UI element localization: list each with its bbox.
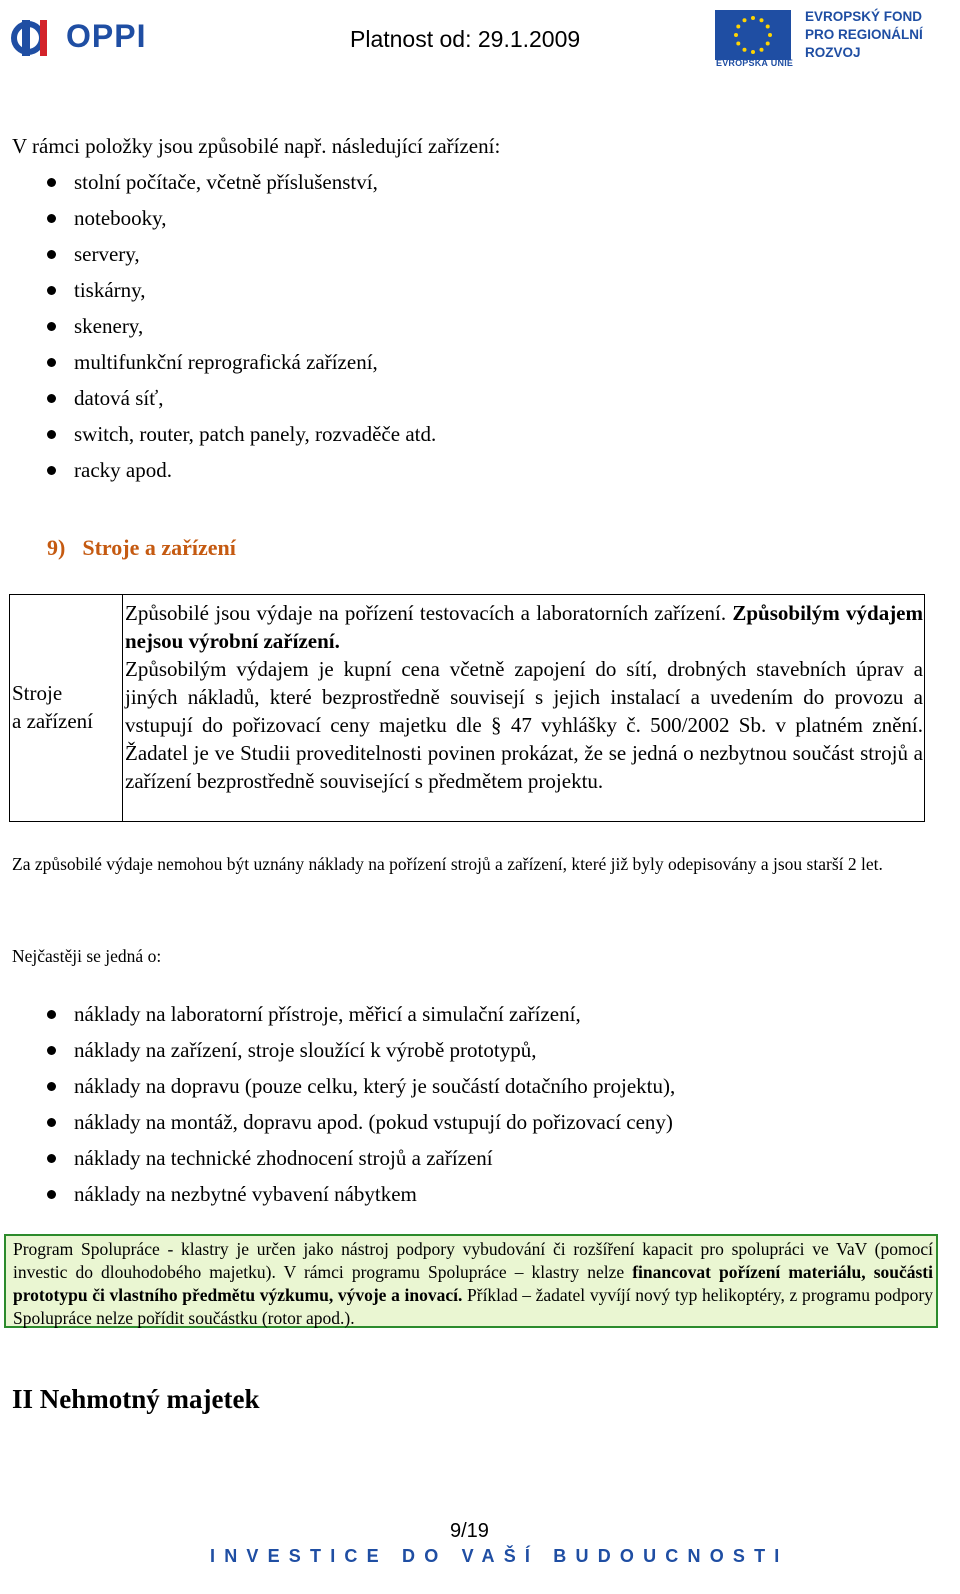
program-note-part: Program Spolupráce - klastry je určen jako nástroj podpory vybudování či rozšíření kapacit pro spolupráci ve VaV (pomocí investic do dlouhodobého majetku). V rámci programu Spolupráce – klastry nelze: [13, 1239, 933, 1282]
table-label-line: Stroje: [12, 681, 63, 705]
list-item: skenery,: [0, 308, 436, 344]
program-note-box: [4, 1234, 938, 1328]
list-item: náklady na technické zhodnocení strojů a zařízení: [0, 1140, 675, 1176]
eu-flag-icon: [715, 10, 791, 60]
most-common-intro: Nejčastěji se jedná o:: [12, 946, 162, 966]
list-item: switch, router, patch panely, rozvaděče atd.: [0, 416, 436, 452]
table-paragraph: Způsobilým výdajem je kupní cena včetně zapojení do sítí, drobných stavebních úprav a jiných nákladů, které bezprostředně souvisejí s jejich instalací a uvedením do provozu a vstupují do pořizovací ceny majetku dle § 47 vyhlášky č. 500/2002 Sb. v platném znění. Žadatel je ve Studii proveditelnosti povinen prokázat, že se jedná o nezbytnou součást strojů a zařízení bezprostředně související s předmětem projektu.: [125, 657, 923, 793]
list-item: náklady na zařízení, stroje sloužící k výrobě prototypů,: [0, 1032, 675, 1068]
eu-union-label: EVROPSKÁ UNIE: [716, 58, 794, 68]
table-paragraph: [125, 599, 923, 655]
list-item: náklady na dopravu (pouze celku, který je součástí dotačního projektu),: [0, 1068, 675, 1104]
list-item: náklady na montáž, dopravu apod. (pokud vstupují do pořizovací ceny): [0, 1104, 675, 1140]
eligible-devices-list: [0, 164, 436, 488]
table-label-line: a zařízení: [12, 709, 94, 733]
oppi-logo: [10, 14, 150, 58]
eu-fund-line: EVROPSKÝ FOND: [805, 9, 923, 24]
list-item: tiskárny,: [0, 272, 436, 308]
table-text: Způsobilé jsou výdaje na pořízení testovacích a laboratorních zařízení.: [125, 601, 727, 625]
intro-text: V rámci položky jsou způsobilé např. následující zařízení:: [12, 134, 501, 158]
table-column-divider: [122, 595, 123, 821]
table-bold-text: Způsobilým výdajem nejsou výrobní zařízení.: [125, 601, 923, 653]
eu-fund-line: PRO REGIONÁLNÍ: [805, 27, 923, 42]
section-number: 9): [47, 535, 66, 560]
eu-fund-line: ROZVOJ: [805, 45, 861, 60]
list-item: náklady na laboratorní přístroje, měřicí a simulační zařízení,: [0, 996, 675, 1032]
footer-slogan: INVESTICE DO VAŠÍ BUDOUCNOSTI: [210, 1546, 789, 1566]
section-title-intangible: II Nehmotný majetek: [12, 1384, 260, 1414]
list-item: racky apod.: [0, 452, 436, 488]
table-label-cell: [12, 679, 93, 735]
list-item: multifunkční reprografická zařízení,: [0, 344, 436, 380]
definition-table: [9, 594, 925, 822]
validity-date: Platnost od: 29.1.2009: [350, 26, 581, 52]
ineligible-note: Za způsobilé výdaje nemohou být uznány náklady na pořízení strojů a zařízení, které již byly odepisovány a jsou starší 2 let.: [12, 854, 883, 874]
list-item: servery,: [0, 236, 436, 272]
eu-fund-label: [805, 8, 923, 62]
table-content-cell: [125, 599, 923, 795]
section-title: Stroje a zařízení: [82, 535, 236, 560]
list-item: náklady na nezbytné vybavení nábytkem: [0, 1176, 675, 1212]
page-number: 9/19: [450, 1520, 489, 1542]
list-item: stolní počítače, včetně příslušenství,: [0, 164, 436, 200]
oppi-logo-text: OPPI: [66, 18, 147, 54]
list-item: datová síť,: [0, 380, 436, 416]
program-note-text: [13, 1238, 933, 1330]
program-note-bold: financovat pořízení materiálu, součásti prototypu či vlastního předmětu výzkumu, vývoje a inovací.: [13, 1262, 933, 1305]
program-note-part: Příklad – žadatel vyvíjí nový typ helikoptéry, z programu podpory Spolupráce nelze pořídit součástku (rotor apod.).: [13, 1285, 933, 1328]
cost-items-list: [0, 996, 675, 1212]
list-item: notebooky,: [0, 200, 436, 236]
section-heading: [47, 535, 236, 561]
